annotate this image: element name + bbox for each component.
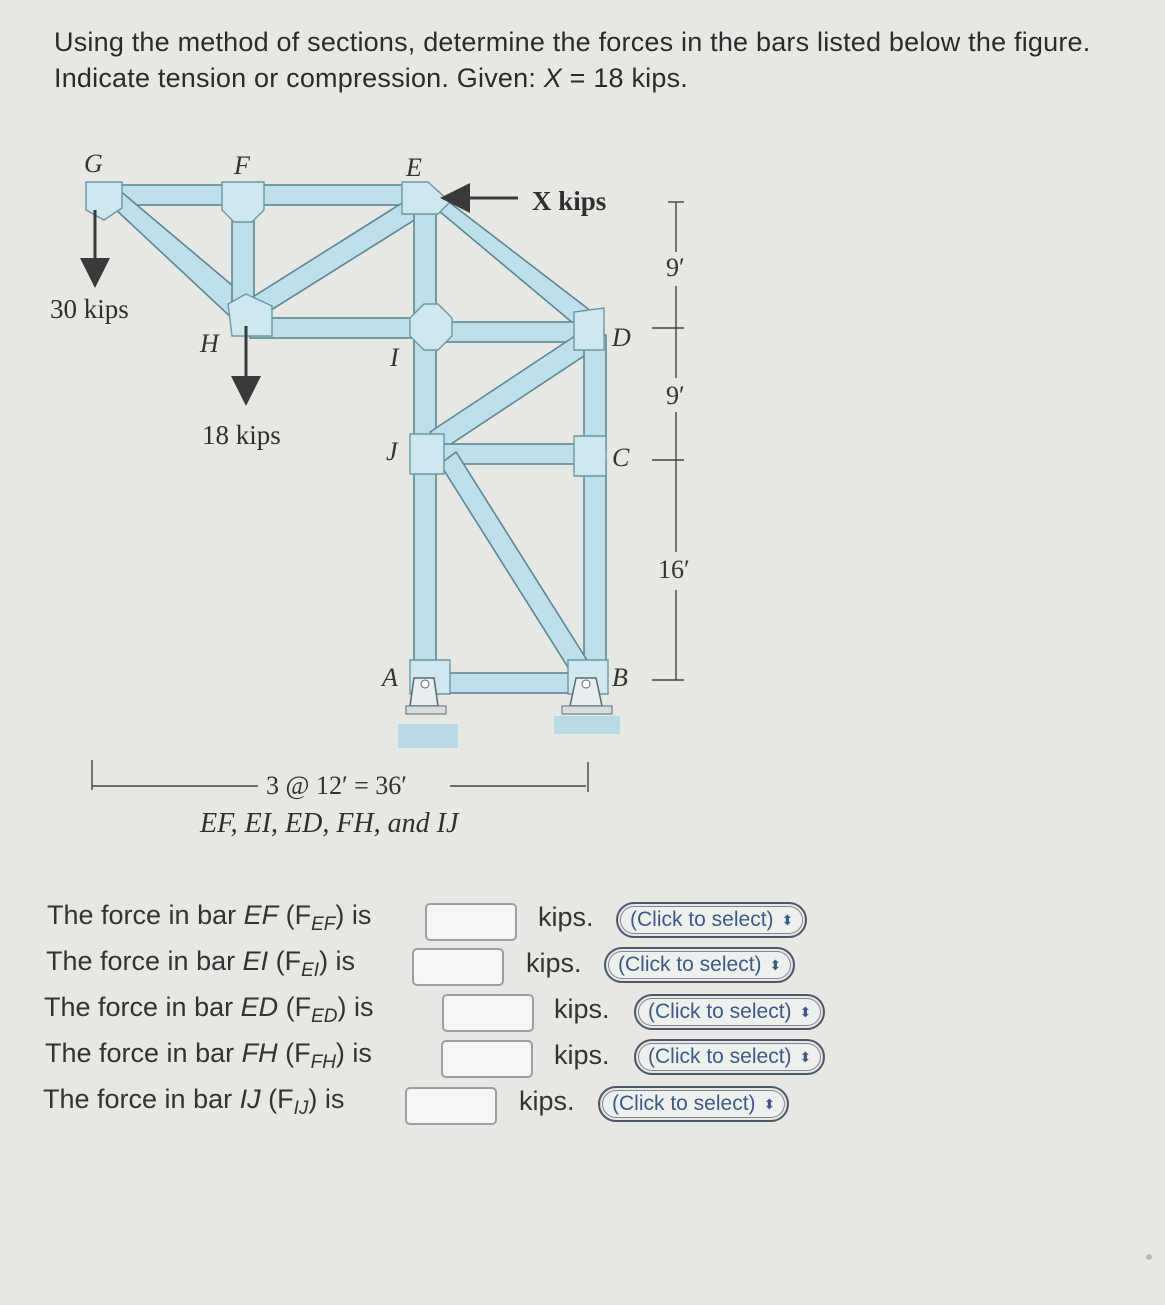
given-value: = 18 kips. [561, 63, 688, 93]
given-variable: X [543, 63, 562, 93]
member-hi [250, 318, 420, 338]
label-c: C [612, 443, 630, 472]
answer-input-ei[interactable] [412, 948, 504, 986]
gusset-f [222, 182, 264, 222]
tension-compression-select-ed[interactable]: (Click to select) ⬍ [634, 994, 825, 1030]
label-e: E [406, 153, 422, 182]
member-jd [430, 330, 596, 450]
bars-caption: EF, EI, ED, FH, and IJ [200, 808, 459, 839]
unit-label: kips. [526, 948, 582, 978]
question-text: The force in bar ED $(F_{ED})$ is [44, 992, 374, 1027]
up-down-chevron-icon: ⬍ [799, 1003, 812, 1020]
gusset-i [410, 304, 452, 350]
tension-compression-select-ei[interactable]: (Click to select) ⬍ [604, 947, 795, 983]
answer-input-fh[interactable] [441, 1040, 533, 1078]
question-text: The force in bar IJ $(F_{IJ})$ is [43, 1084, 345, 1119]
gusset-j [410, 434, 444, 474]
up-down-chevron-icon: ⬍ [769, 956, 782, 973]
member-cb [584, 460, 606, 670]
dim-mid-label: 9′ [666, 381, 685, 410]
question-text: The force in bar EF $(F_{EF})$ is [47, 900, 372, 935]
label-j: J [386, 437, 398, 466]
answer-input-ef[interactable] [425, 903, 517, 941]
gusset-d [574, 308, 604, 350]
member-ei [414, 200, 436, 320]
tension-compression-select-ef[interactable]: (Click to select) ⬍ [616, 902, 807, 938]
load-x-label: X kips [532, 186, 607, 216]
unit-label: kips. [519, 1086, 575, 1116]
scroll-indicator [1146, 1254, 1152, 1260]
member-dc [584, 335, 606, 450]
truss-members [95, 184, 606, 693]
question-ij [43, 1080, 344, 1124]
label-d: D [612, 323, 631, 352]
unit-label: kips. [538, 902, 594, 932]
question-text: The force in bar EI $(F_{EI})$ is [46, 946, 356, 981]
answer-input-ij[interactable] [405, 1087, 497, 1125]
label-g: G [84, 149, 103, 178]
question-fh [45, 1034, 372, 1078]
truss-figure [0, 130, 760, 810]
dim-top-label: 9′ [666, 253, 685, 282]
gusset-e [402, 182, 450, 214]
answer-input-ed[interactable] [442, 994, 534, 1032]
up-down-chevron-icon: ⬍ [781, 911, 794, 928]
up-down-chevron-icon: ⬍ [799, 1048, 812, 1065]
dim-bottom-label: 16′ [658, 555, 690, 584]
up-down-chevron-icon: ⬍ [763, 1095, 776, 1112]
load-h-label: 18 kips [202, 420, 281, 450]
gusset-c [574, 436, 606, 476]
label-b: B [612, 663, 628, 692]
question-text: The force in bar FH $(F_{FH})$ is [45, 1038, 372, 1073]
problem-statement [54, 24, 1144, 96]
question-ed [44, 988, 374, 1032]
member-ab [430, 673, 590, 693]
member-ja [414, 455, 436, 670]
question-ei [46, 942, 355, 986]
unit-label: kips. [554, 994, 610, 1024]
unit-label: kips. [554, 1040, 610, 1070]
tension-compression-select-fh[interactable]: (Click to select) ⬍ [634, 1039, 825, 1075]
label-h: H [200, 329, 219, 358]
question-ef [47, 896, 371, 940]
problem-text: Using the method of sections, determine the forces in the bars listed below the figure. Indicate tension or compression. Given: [54, 27, 1091, 93]
label-a: A [382, 663, 398, 692]
member-jb [440, 452, 592, 680]
member-id [430, 322, 590, 342]
load-g-label: 30 kips [50, 294, 129, 324]
gusset-g [86, 182, 122, 220]
tension-compression-select-ij[interactable]: (Click to select) ⬍ [598, 1086, 789, 1122]
span-label: 3 @ 12′ = 36′ [266, 771, 407, 800]
label-i: I [390, 343, 399, 372]
label-f: F [234, 151, 250, 180]
